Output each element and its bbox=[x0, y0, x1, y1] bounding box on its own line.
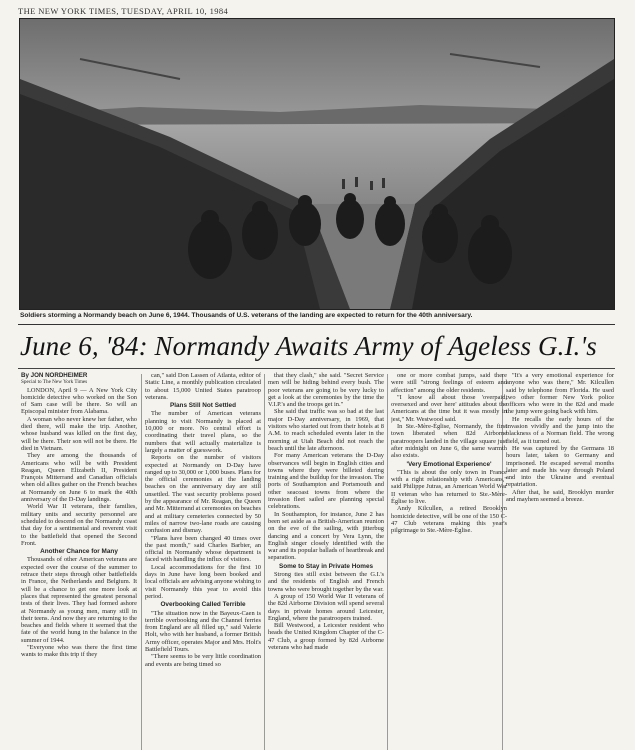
landing-craft-photo bbox=[19, 18, 615, 310]
paragraph: can," said Don Lassen of Atlanta, editor of Static Line, a monthly publication circulated to about 15,000 United States paratroop veterans. bbox=[145, 372, 261, 401]
paragraph: The number of American veterans planning to visit Normandy is placed at 10,000 or more. No central effort is coordinating their travel plans, so the numbers that will actually materialize is largely a matter of guesswork. bbox=[145, 410, 261, 454]
article-column-3 bbox=[268, 372, 384, 750]
paragraph: Andy Kilcullen, a retired Brooklyn homicide detective, will be one of the 150 C-47 Club veterans making this year's pilgrimage to Ste.-Mère-Église. bbox=[391, 505, 507, 535]
photo-image bbox=[20, 19, 614, 309]
paragraph: "Plans have been changed 40 times over the past month," said Charles Barbier, an official in Normandy whose department is faced with handling the influx of visitors. bbox=[145, 534, 261, 564]
paragraph: that they clash," she said. "Secret Service men will be hiding behind every bush. The poor veterans are going to be very lucky to get a look at the ceremonies by the time the V.I.P.'s and the troops get in." bbox=[268, 372, 384, 409]
paragraph: "There seems to be very little coordination and events are being timed so bbox=[145, 653, 261, 668]
paragraph: World War II veterans, their families, military units and security personnel are scheduled to descend on the Normandy coast that day for a sentimental and reverent visit to the battlefield that opened the Second Front. bbox=[21, 503, 137, 547]
paragraph: For many American veterans the D-Day observances will begin in English cities and towns where they were billeted during training and the buildup for the invasion. The ports of Southampton and Portsmouth and other seacoast towns from where the invasion fleet sailed are planning special celebrations. bbox=[268, 452, 384, 511]
paragraph: He was captured by the Germans 18 hours later, taken to Germany and imprisoned. He escaped several months later and made his way through Poland and into the Ukraine and eventual repatriation. bbox=[506, 444, 614, 489]
article-column-2 bbox=[145, 372, 261, 750]
paragraph: Bill Westwood, a Leicester resident who heads the United Kingdom Chapter of the C-47 Club, a group formed by 82d Airborne veterans who had made bbox=[268, 622, 384, 651]
paragraph: Strong ties still exist between the G.I.'s and the residents of English and French towns who were brought together by the war. bbox=[268, 571, 384, 593]
paragraph: LONDON, April 9 — A New York City homicide detective who worked on the Son of Sam case will be there. So will an Episcopal minister from Alabama. bbox=[21, 386, 137, 416]
column-divider bbox=[264, 374, 265, 750]
subheading: Overbooking Called Terrible bbox=[160, 601, 246, 609]
subheading: 'Very Emotional Experience' bbox=[406, 460, 492, 468]
article-column-4 bbox=[391, 372, 507, 750]
paragraph: A woman who never knew her father, who died there, will make the trip. Another, whose husband was killed on the first day, will be there. Their son will not be there. He died in Vietnam. bbox=[21, 415, 137, 452]
column-divider bbox=[141, 374, 142, 750]
paragraph: A group of 150 World War II veterans of the 82d Airborne Division will spend several days in private homes around Leicester, England, where the paratroopers trained. bbox=[268, 592, 384, 622]
paragraph: He recalls the early hours of the invasion vividly and the jump into the blackness of a Norman field. The wrong field, as it turned out. bbox=[506, 415, 614, 445]
paragraph: "The situation now in the Bayeux-Caen is terrible overbooking and the Channel ferries from England are all filled up," said Valerie Holt, who with her husband, a former British Army officer, operates Major and Mrs. Holt's Battlefield Tours. bbox=[145, 609, 261, 653]
article-column-5 bbox=[506, 372, 614, 750]
column-divider bbox=[387, 374, 388, 750]
divider bbox=[18, 324, 615, 325]
paragraph: "I know all about those 'overpaid, oversexed and over here' attitudes about the Americans at the time but it was mostly in jest," Mr. Westwood said. bbox=[391, 393, 507, 423]
photo-caption: Soldiers storming a Normandy beach on June 6, 1944. Thousands of U.S. veterans of the landing are expected to return for the 40th anniversary. bbox=[20, 312, 473, 319]
paragraph: "This is about the only town in France with a right relationship with Americans," said Philippe Jutras, an American World War II veteran who has returned to Ste.-Mère-Église to live. bbox=[391, 468, 507, 506]
paragraph: "It's a very emotional experience for anyone who was there," Mr. Kilcullen said by telephone from Florida. He used two other former New York police officers who were in the 82d and made the jump were going back with him. bbox=[506, 372, 614, 416]
divider bbox=[18, 368, 615, 369]
paragraph: They are among the thousands of Americans who will be with President Reagan, Queen Elizabeth II, President François Mitterrand and Canadian officials when old allies gather on the French beaches at Normandy on June 6 to mark the 40th anniversary of the D-Day landings. bbox=[21, 452, 137, 504]
subheading: Plans Still Not Settled bbox=[169, 402, 237, 410]
masthead: THE NEW YORK TIMES, TUESDAY, APRIL 10, 1984 bbox=[18, 6, 229, 16]
paragraph: Thousands of other American veterans are expected over the course of the summer to retrace their steps through other battlefields in France, the Netherlands and Belgium. It will be a chance to get one more look at places that represented the greatest personal tests of their lives. They had formed ashore at Normandy as young men, many still in their teens. And now they are returning to the beaches and fields where it seemed that the fate of the world hung in the balance in the summer of 1944. bbox=[21, 556, 137, 644]
paragraph: "Everyone who was there the first time wants to make this trip if they bbox=[21, 643, 137, 659]
headline: June 6, '84: Normandy Awaits Army of Ageless G.I.'s bbox=[20, 331, 597, 361]
article-column-1 bbox=[21, 372, 137, 750]
byline: By JON NORDHEIMER bbox=[21, 372, 88, 379]
dateline-credit: Special to The New York Times bbox=[21, 379, 88, 386]
paragraph: Reports on the number of visitors expected at Normandy on D-Day have ranged up to 30,000 or 1,000 buses. Plans for the official ceremonies at the landing beaches on the anniversary day are still unsettled. The vast security problems posed by the appearance of Mr. Reagan, the Queen and Mr. Mitterrand at ceremonies on beaches and at military cemeteries connected by 50 miles of narrow two-lane roads are causing confusion and dismay. bbox=[145, 454, 261, 535]
paragraph: one or more combat jumps, said there were still "strong feelings of esteem and affection" among the older residents. bbox=[391, 372, 507, 394]
paragraph: In Ste.-Mère-Église, Normandy, the first town liberated when 82d Airborne paratroopers landed in the village square just after midnight on June 6, the same warmth also exists. bbox=[391, 423, 507, 460]
paragraph: Local accommodations for the first 10 days in June have long been booked and local officials are advising anyone wishing to visit Normandy this year to avoid this period. bbox=[145, 563, 261, 600]
subheading: Another Chance for Many bbox=[40, 548, 118, 556]
paragraph: After that, he said, Brooklyn murder and mayhem seemed a breeze. bbox=[506, 488, 614, 504]
paragraph: She said that traffic was so bad at the last major D-Day anniversary, in 1969, that visitors who started out from their hotels at 8 A.M. to reach scheduled events later in the morning at Utah Beach did not reach the beach until the late afternoon. bbox=[268, 408, 384, 452]
subheading: Some to Stay in Private Homes bbox=[278, 562, 374, 570]
paragraph: In Southampton, for instance, June 2 has been set aside as a British-American reunion on the eve of the sailing, with jitterbug dancing and a concert by Vera Lynn, the English singer closely identified with the war and its popular ballads of heartbreak and separation. bbox=[268, 510, 384, 562]
